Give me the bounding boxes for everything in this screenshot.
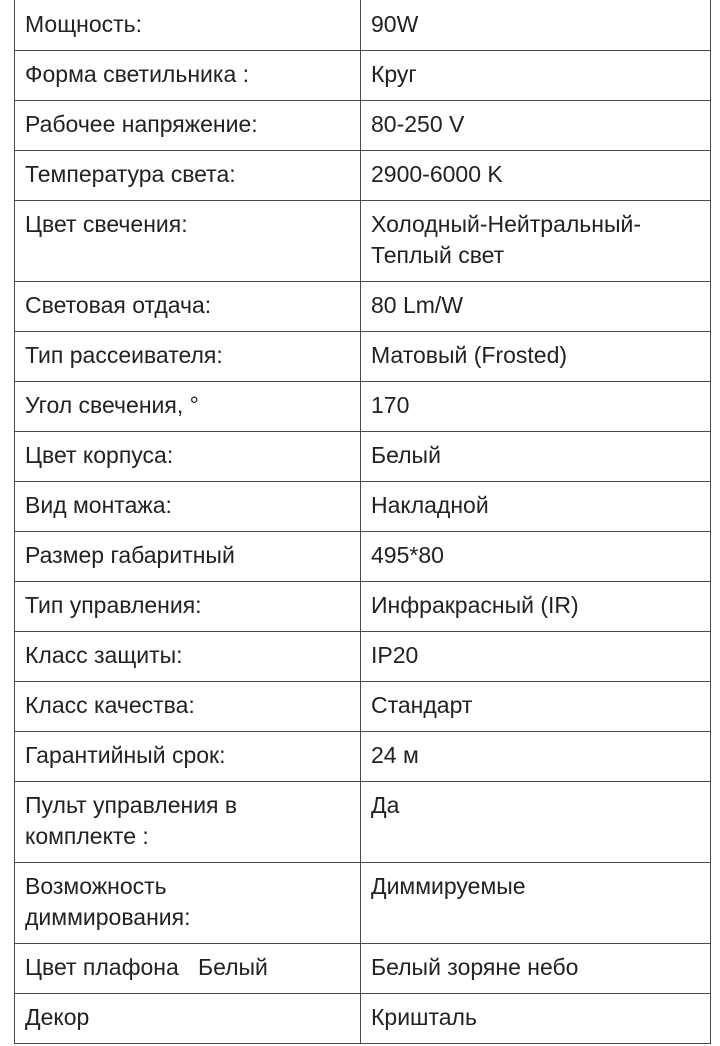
spec-key: Декор <box>15 994 361 1044</box>
table-row <box>15 482 711 532</box>
spec-value: IP20 <box>361 632 711 682</box>
spec-value: Круг <box>361 51 711 101</box>
table-row <box>15 201 711 282</box>
spec-value: Белый зоряне небо <box>361 944 711 994</box>
spec-key: Цвет свечения: <box>15 201 361 282</box>
spec-key: Мощность: <box>15 0 361 51</box>
spec-value: Холодный-Нейтральный- Теплый свет <box>361 201 711 282</box>
table-row <box>15 944 711 994</box>
spec-value: 90W <box>361 0 711 51</box>
spec-key: Гарантийный срок: <box>15 732 361 782</box>
spec-key: Класс качества: <box>15 682 361 732</box>
spec-table <box>14 0 711 1044</box>
table-row <box>15 732 711 782</box>
table-row <box>15 432 711 482</box>
spec-value: 80 Lm/W <box>361 282 711 332</box>
spec-value: Да <box>361 782 711 863</box>
spec-key: Класс защиты: <box>15 632 361 682</box>
table-row <box>15 782 711 863</box>
table-row <box>15 332 711 382</box>
spec-value: 24 м <box>361 732 711 782</box>
spec-key: Цвет корпуса: <box>15 432 361 482</box>
table-row <box>15 101 711 151</box>
spec-value: Накладной <box>361 482 711 532</box>
spec-key: Тип рассеивателя: <box>15 332 361 382</box>
table-row <box>15 682 711 732</box>
spec-key: Рабочее напряжение: <box>15 101 361 151</box>
table-row <box>15 994 711 1044</box>
spec-key: Форма светильника : <box>15 51 361 101</box>
spec-key: Тип управления: <box>15 582 361 632</box>
spec-key: Вид монтажа: <box>15 482 361 532</box>
spec-key: Размер габаритный <box>15 532 361 582</box>
spec-key: Угол свечения, ° <box>15 382 361 432</box>
table-row <box>15 532 711 582</box>
spec-key: Пульт управления в комплекте : <box>15 782 361 863</box>
spec-key: Световая отдача: <box>15 282 361 332</box>
table-row <box>15 151 711 201</box>
spec-key: Возможность диммирования: <box>15 863 361 944</box>
table-row <box>15 582 711 632</box>
spec-value: Стандарт <box>361 682 711 732</box>
table-row <box>15 51 711 101</box>
spec-value: Диммируемые <box>361 863 711 944</box>
spec-key: Цвет плафона Белый <box>15 944 361 994</box>
table-row <box>15 632 711 682</box>
table-row <box>15 863 711 944</box>
spec-value: Белый <box>361 432 711 482</box>
spec-value: 80-250 V <box>361 101 711 151</box>
table-row <box>15 0 711 51</box>
spec-value: Матовый (Frosted) <box>361 332 711 382</box>
table-row <box>15 282 711 332</box>
spec-value: 2900-6000 K <box>361 151 711 201</box>
spec-value: 495*80 <box>361 532 711 582</box>
spec-value: 170 <box>361 382 711 432</box>
table-row <box>15 382 711 432</box>
spec-key: Температура света: <box>15 151 361 201</box>
spec-value: Кришталь <box>361 994 711 1044</box>
spec-value: Инфракрасный (IR) <box>361 582 711 632</box>
